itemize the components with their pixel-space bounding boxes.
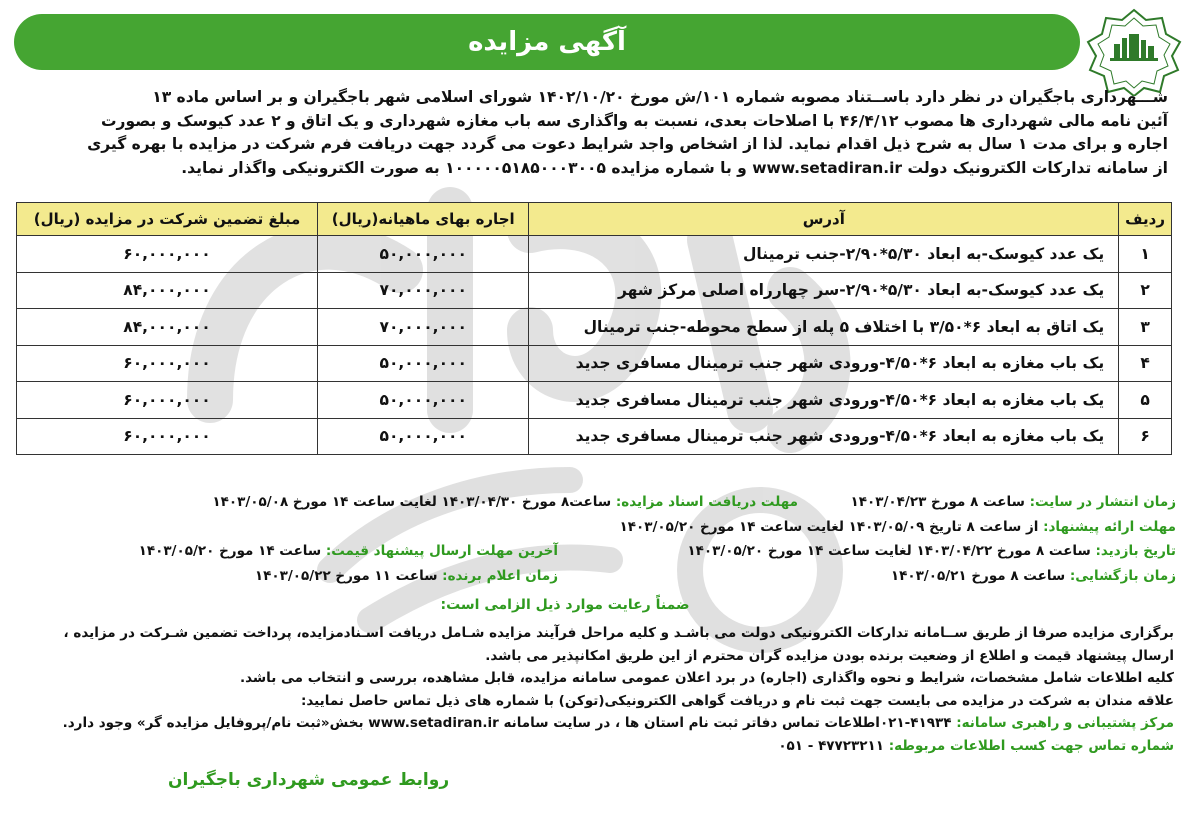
terms-line-2: ارسال پیشنهاد قیمت و اطلاع از وضعیت برنده بودن مزایده گران محترم از این طریق امکانپذیر می باشد. xyxy=(485,647,1174,664)
support-label: مرکز پشتیبانی و راهبری سامانه: xyxy=(956,715,1174,731)
intro-line-1-text: باســتناد مصوبه شماره ۱۰۱/ش مورخ ۱۴۰۲/۱۰/۲۰ شورای اسلامی شهر باجگیران و بر اساس ماده ۱۳ xyxy=(152,88,916,106)
table-row xyxy=(17,345,1172,382)
last-price-label: آخرین مهلت ارسال پیشنهاد قیمت: xyxy=(325,543,558,559)
docs-label: مهلت دریافت اسناد مزایده: xyxy=(615,494,798,510)
cell-row: ۳ xyxy=(1119,309,1172,346)
support-value: ۴۱۹۳۴-۰۲۱اطلاعات تماس دفاتر ثبت نام استان ها ، در سایت سامانه www.setadiran.ir بخش«ثبت نام/پروفایل مزایده گر» وجود دارد. xyxy=(62,715,957,731)
docs-deadline xyxy=(212,494,798,510)
cell-row: ۴ xyxy=(1119,345,1172,382)
opening-value: ساعت ۸ مورخ ۱۴۰۳/۰۵/۲۱ xyxy=(890,567,1070,584)
opening-label: زمان بازگشایی: xyxy=(1069,567,1176,584)
table-row xyxy=(17,236,1172,273)
cell-address: یک باب مغازه به ابعاد ۶*۴/۵۰-ورودی شهر جنب ترمینال مسافری جدید xyxy=(529,382,1119,419)
offer-value: از ساعت ۸ تاریخ ۱۴۰۳/۰۵/۰۹ لغایت ساعت ۱۴ مورخ ۱۴۰۳/۰۵/۲۰ xyxy=(619,518,1044,535)
page-title: آگهی مزایده xyxy=(468,27,626,57)
cell-address: یک باب مغازه به ابعاد ۶*۴/۵۰-ورودی شهر جنب ترمینال مسافری جدید xyxy=(529,418,1119,455)
opening-time xyxy=(891,568,1176,584)
table-row xyxy=(17,382,1172,419)
intro-line-2: آئین نامه مالی شهرداری ها مصوب ۴۶/۴/۱۲ با اصلاحات بعدی، نسبت به واگذاری سه باب مغازه شهرداری و یک اتاق و ۲ عدد کیوسک و بصورت xyxy=(100,111,1168,130)
cell-deposit: ۸۴,۰۰۰,۰۰۰ xyxy=(17,272,318,309)
intro-line-3: اجاره و برای مدت ۱ سال به شرح ذیل اقدام نماید. لذا از اشخاص واجد شرایط دعوت می گردد جهت دریافت فرم شرکت در مزایده با بهره گیری xyxy=(87,135,1168,153)
publish-label: زمان انتشار در سایت: xyxy=(1029,494,1176,510)
table-header-row xyxy=(17,203,1172,236)
title-banner xyxy=(14,14,1080,70)
cell-address: یک اتاق به ابعاد ۶*۳/۵۰ با اختلاف ۵ پله از سطح محوطه-جنب ترمینال xyxy=(529,309,1119,346)
cell-rent: ۵۰,۰۰۰,۰۰۰ xyxy=(317,382,528,419)
winner-value: ساعت ۱۱ مورخ ۱۴۰۳/۰۵/۲۲ xyxy=(254,567,443,584)
table-row xyxy=(17,272,1172,309)
visit-value: ساعت ۸ مورخ ۱۴۰۳/۰۴/۲۲ لغایت ساعت ۱۴ مورخ ۱۴۰۳/۰۵/۲۰ xyxy=(687,543,1096,559)
support-line xyxy=(14,712,1174,735)
terms-body xyxy=(14,622,1174,757)
schedule-row xyxy=(14,494,1176,519)
terms-line-1: برگزاری مزایده صرفا از طریق ســامانه تدارکات الکترونیکی دولت می باشـد و کلیه مراحل فرآیند مزایده شـامل دریافت اسـنادمزایده، پرداخت تضمین شـرکت در مزایده ، xyxy=(63,625,1174,641)
intro-line-4: از سامانه تدارکات الکترونیک دولت www.setadiran.ir و با شماره مزایده ۱۰۰۰۰۰۵۱۸۵۰۰۰۳۰۰۵ به صورت الکترونیکی واگذار نماید. xyxy=(181,158,1168,177)
cell-deposit: ۶۰,۰۰۰,۰۰۰ xyxy=(17,345,318,382)
signature: روابط عمومی شهرداری باجگیران xyxy=(168,770,450,790)
last-price-value: ساعت ۱۴ مورخ ۱۴۰۳/۰۵/۲۰ xyxy=(138,543,326,559)
cell-deposit: ۶۰,۰۰۰,۰۰۰ xyxy=(17,382,318,419)
last-price-deadline xyxy=(139,543,558,559)
col-header-address: آدرس xyxy=(529,203,1119,236)
notice-title: ضمناً رعایت موارد ذیل الزامی است: xyxy=(440,597,690,613)
table-row xyxy=(17,418,1172,455)
visit-time xyxy=(687,543,1176,559)
cell-address: یک عدد کیوسک-به ابعاد ۵/۳۰*۲/۹۰-جنب ترمینال xyxy=(529,236,1119,273)
cell-row: ۲ xyxy=(1119,272,1172,309)
publish-value: ساعت ۸ مورخ ۱۴۰۳/۰۴/۲۳ xyxy=(850,494,1030,510)
offer-label: مهلت ارائه پیشنهاد: xyxy=(1043,518,1176,535)
offer-deadline xyxy=(620,519,1176,535)
terms-line-3: کلیه اطلاعات شامل مشخصات، شرایط و نحوه واگذاری (اجاره) در برد اعلان عمومی سامانه مزایده، قابل مشاهده، بررسی و انتخاب می باشد. xyxy=(239,670,1174,686)
visit-label: تاریخ بازدید: xyxy=(1095,543,1176,559)
schedule-row xyxy=(14,543,1176,568)
cell-rent: ۵۰,۰۰۰,۰۰۰ xyxy=(317,236,528,273)
cell-rent: ۵۰,۰۰۰,۰۰۰ xyxy=(317,418,528,455)
cell-row: ۶ xyxy=(1119,418,1172,455)
cell-rent: ۷۰,۰۰۰,۰۰۰ xyxy=(317,309,528,346)
cell-address: یک عدد کیوسک-به ابعاد ۵/۳۰*۲/۹۰-سر چهارراه اصلی مرکز شهر xyxy=(529,272,1119,309)
schedule-row xyxy=(14,568,1176,593)
contact-line xyxy=(14,735,1174,758)
auction-items-table xyxy=(16,202,1172,455)
cell-address: یک باب مغازه به ابعاد ۶*۴/۵۰-ورودی شهر جنب ترمینال مسافری جدید xyxy=(529,345,1119,382)
intro-lead: شـــهرداری باجگیران در نظر دارد xyxy=(915,88,1168,106)
col-header-row: ردیف xyxy=(1119,203,1172,236)
intro-line-1 xyxy=(16,86,1168,110)
winner-label: زمان اعلام برنده: xyxy=(442,567,558,584)
winner-time xyxy=(255,568,558,584)
intro-paragraph xyxy=(16,86,1168,180)
col-header-rent: اجاره بهای ماهیانه(ریال) xyxy=(317,203,528,236)
table-row xyxy=(17,309,1172,346)
contact-label: شماره تماس جهت کسب اطلاعات مربوطه: xyxy=(888,737,1174,754)
docs-value: ساعت۸ مورخ ۱۴۰۳/۰۴/۳۰ لغایت ساعت ۱۴ مورخ ۱۴۰۳/۰۵/۰۸ xyxy=(212,494,616,510)
cell-deposit: ۶۰,۰۰۰,۰۰۰ xyxy=(17,418,318,455)
municipality-logo-icon xyxy=(1086,8,1182,96)
cell-deposit: ۸۴,۰۰۰,۰۰۰ xyxy=(17,309,318,346)
cell-deposit: ۶۰,۰۰۰,۰۰۰ xyxy=(17,236,318,273)
publish-time xyxy=(851,494,1176,510)
contact-value: ۴۷۷۲۳۲۱۱ - ۰۵۱ xyxy=(778,737,889,754)
cell-rent: ۵۰,۰۰۰,۰۰۰ xyxy=(317,345,528,382)
cell-rent: ۷۰,۰۰۰,۰۰۰ xyxy=(317,272,528,309)
terms-line-4: علاقه مندان به شرکت در مزایده می بایست جهت ثبت نام و دریافت گواهی الکترونیکی(توکن) با شماره های ذیل تماس حاصل نمایید: xyxy=(300,692,1174,709)
schedule-section xyxy=(14,494,1176,592)
col-header-deposit: مبلغ تضمین شرکت در مزایده (ریال) xyxy=(17,203,318,236)
schedule-row xyxy=(14,519,1176,544)
cell-row: ۱ xyxy=(1119,236,1172,273)
cell-row: ۵ xyxy=(1119,382,1172,419)
